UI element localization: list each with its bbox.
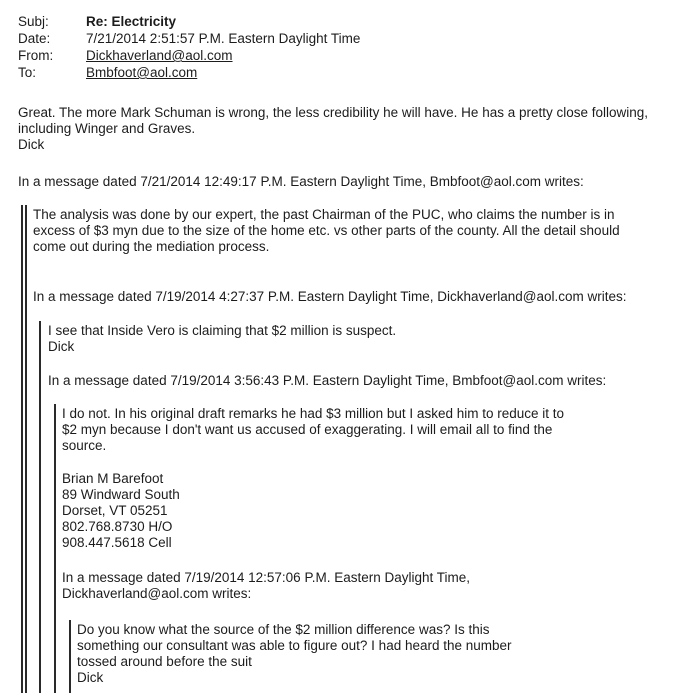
quote-bar-3 <box>54 404 56 693</box>
quote4-intro: In a message dated 7/19/2014 12:57:06 P.M. Eastern Daylight Time, Dickhaverland@aol.com writes: <box>62 570 471 601</box>
subject-label: Subj: <box>18 14 49 29</box>
date-row <box>18 31 360 48</box>
quote-bar-4 <box>69 620 71 693</box>
from-email-link[interactable]: Dickhaverland@aol.com <box>86 48 233 63</box>
quote1-intro: In a message dated 7/21/2014 12:49:17 P.M. Eastern Daylight Time, Bmbfoot@aol.com writes: <box>18 174 584 189</box>
from-label: From: <box>18 48 54 63</box>
from-row <box>18 48 360 65</box>
quote-bar-2 <box>39 321 41 693</box>
quote4-body: Do you know what the source of the $2 million difference was? Is this something our consultant was able to figure out? I had heard the number tossed around before the suit Dick <box>77 622 512 685</box>
quote2-body: I see that Inside Vero is claiming that $2 million is suspect. Dick <box>48 323 397 354</box>
quote3-body: I do not. In his original draft remarks he had $3 million but I asked him to reduce it to $2 myn because I don't want us accused of exaggerating. I will email all to find the source. <box>62 406 565 453</box>
quote3-intro: In a message dated 7/19/2014 3:56:43 P.M. Eastern Daylight Time, Bmbfoot@aol.com writes: <box>48 373 607 388</box>
email-header <box>18 14 360 82</box>
date-value: 7/21/2014 2:51:57 P.M. Eastern Daylight Time <box>86 31 361 46</box>
quote-bar-1b <box>25 205 27 693</box>
to-email-link[interactable]: Bmbfoot@aol.com <box>86 65 198 80</box>
quote2-intro: In a message dated 7/19/2014 4:27:37 P.M. Eastern Daylight Time, Dickhaverland@aol.com writes: <box>33 289 627 304</box>
subject-value: Re: Electricity <box>86 14 177 29</box>
reply-body: Great. The more Mark Schuman is wrong, the less credibility he will have. He has a pretty close following, including Winger and Graves. Dick <box>18 105 649 152</box>
quote3-signature: Brian M Barefoot 89 Windward South Dorset, VT 05251 802.768.8730 H/O 908.447.5618 Cell <box>62 471 180 550</box>
subject-row <box>18 14 360 31</box>
date-label: Date: <box>18 31 51 46</box>
to-row <box>18 65 360 82</box>
to-label: To: <box>18 65 37 80</box>
quote1-body: The analysis was done by our expert, the past Chairman of the PUC, who claims the number is in excess of $3 myn due to the size of the home etc. vs other parts of the county. All the detail should come out during the mediation process. <box>33 207 620 254</box>
quote-bar-1 <box>21 205 23 693</box>
